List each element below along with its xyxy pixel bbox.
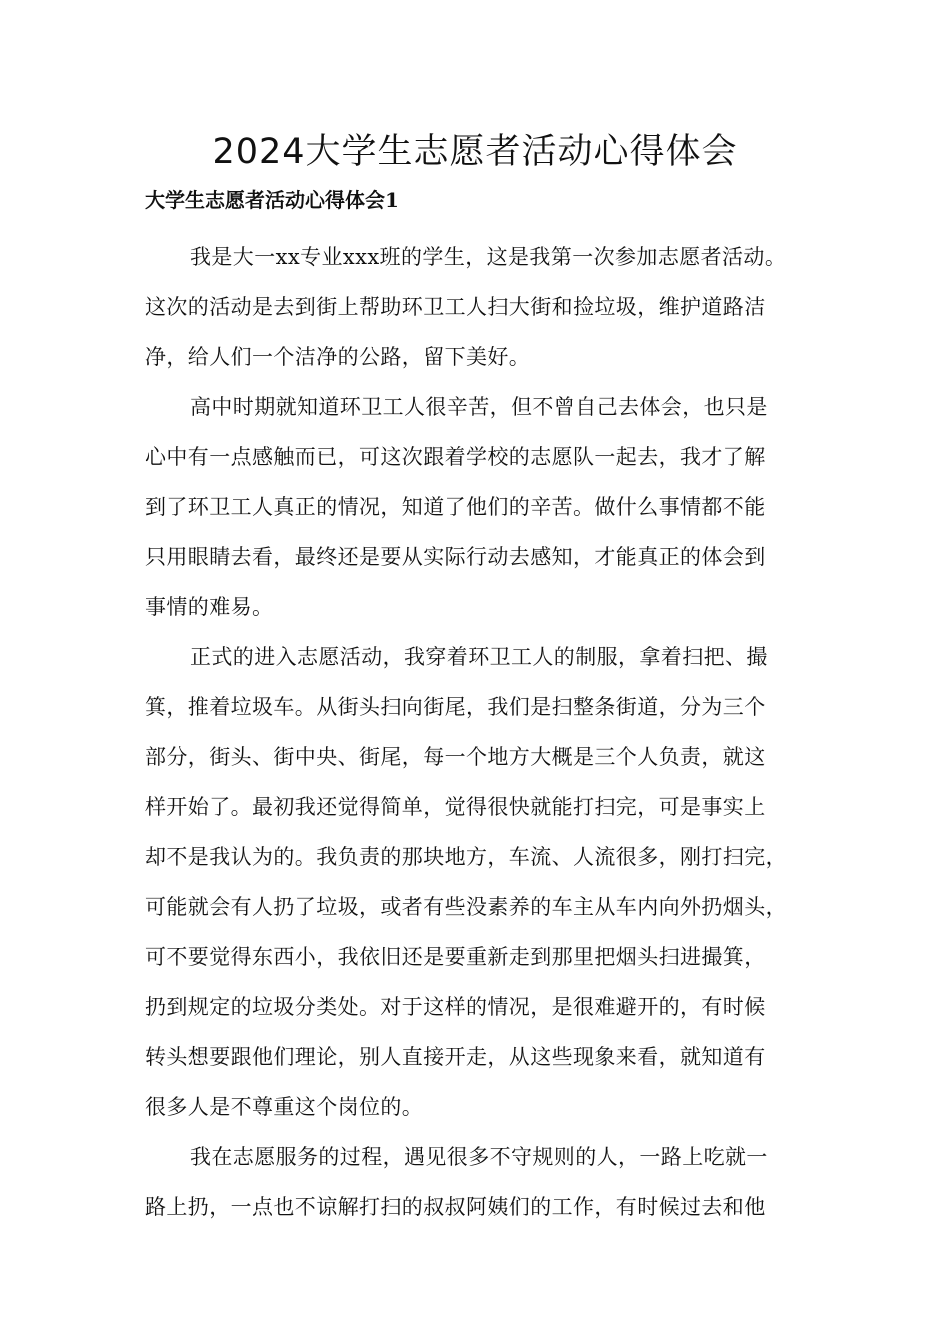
paragraph-line: 路上扔，一点也不谅解打扫的叔叔阿姨们的工作，有时候过去和他 <box>145 1195 766 1219</box>
document-body <box>145 232 825 1232</box>
paragraph-line: 心中有一点感触而已，可这次跟着学校的志愿队一起去，我才了解 <box>145 445 766 469</box>
paragraph-line: 这次的活动是去到街上帮助环卫工人扫大街和捡垃圾，维护道路洁 <box>145 295 766 319</box>
paragraph-line: 我在志愿服务的过程，遇见很多不守规则的人，一路上吃就一 <box>190 1145 768 1169</box>
paragraph-line: 样开始了。最初我还觉得简单，觉得很快就能打扫完，可是事实上 <box>145 795 766 819</box>
paragraph-2 <box>145 382 825 632</box>
paragraph-line: 扔到规定的垃圾分类处。对于这样的情况，是很难避开的，有时候 <box>145 995 766 1019</box>
section-heading: 大学生志愿者活动心得体会1 <box>145 188 399 212</box>
paragraph-line: 高中时期就知道环卫工人很辛苦，但不曾自己去体会，也只是 <box>190 395 768 419</box>
paragraph-3 <box>145 632 825 1132</box>
paragraph-line: 到了环卫工人真正的情况，知道了他们的辛苦。做什么事情都不能 <box>145 495 766 519</box>
paragraph-line: 我是大一xx专业xxx班的学生，这是我第一次参加志愿者活动。 <box>190 245 787 269</box>
paragraph-line: 正式的进入志愿活动，我穿着环卫工人的制服，拿着扫把、撮 <box>190 645 768 669</box>
paragraph-line: 净，给人们一个洁净的公路，留下美好。 <box>145 345 531 369</box>
paragraph-line: 却不是我认为的。我负责的那块地方，车流、人流很多，刚打扫完， <box>145 845 787 869</box>
paragraph-line: 很多人是不尊重这个岗位的。 <box>145 1095 424 1119</box>
document-title: 2024大学生志愿者活动心得体会 <box>212 132 738 172</box>
paragraph-line: 转头想要跟他们理论，别人直接开走，从这些现象来看，就知道有 <box>145 1045 766 1069</box>
paragraph-4 <box>145 1132 825 1232</box>
paragraph-line: 事情的难易。 <box>145 595 274 619</box>
paragraph-line: 只用眼睛去看，最终还是要从实际行动去感知，才能真正的体会到 <box>145 545 766 569</box>
paragraph-line: 可能就会有人扔了垃圾，或者有些没素养的车主从车内向外扔烟头， <box>145 895 787 919</box>
paragraph-line: 箕，推着垃圾车。从街头扫向街尾，我们是扫整条街道，分为三个 <box>145 695 766 719</box>
paragraph-line: 可不要觉得东西小，我依旧还是要重新走到那里把烟头扫进撮箕， <box>145 945 766 969</box>
paragraph-line: 部分，街头、街中央、街尾，每一个地方大概是三个人负责，就这 <box>145 745 766 769</box>
paragraph-1 <box>145 232 825 382</box>
